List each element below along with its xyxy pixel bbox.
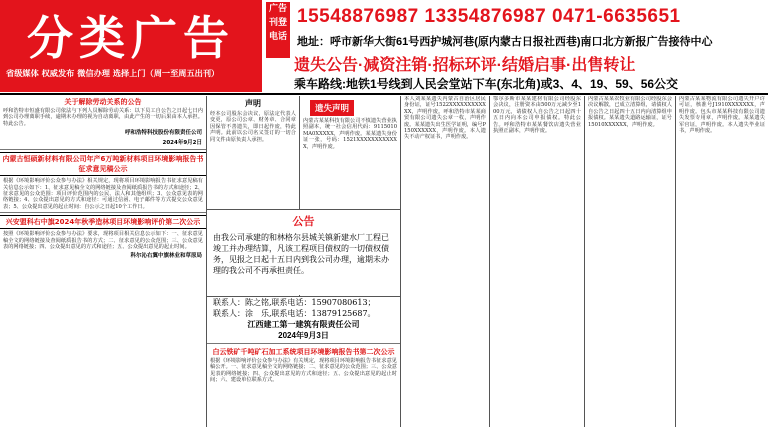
services-banner: 遗失公告·减资注销·招标环评·结婚启事·出售转让 bbox=[294, 57, 636, 74]
contact-line: 联系人：涂 乐,联系电话：13879125687。 bbox=[213, 309, 376, 318]
notice-body: 根据《环境影响评价公众参与办法》相关规定，现将项目环境影响报告书征求意见稿有关信息公示如下：1、征求意见稿全文的网络链接及查阅纸质报告书的方式和途径；2、征求意见的公众范围：项目评价范围内的公民、法人和其他组织；3、公众意见表的网络链接；4、公众提出意见的方式和途径：可通过信函、电子邮件等方式提交公众意见表；5、公众提出意见的起止时间：自公示之日起10个工作日。 bbox=[3, 178, 203, 210]
eia-body: 根据《环境影响评价公众参与办法》有关规定，现将项目环境影响报告书征求意见稿公开。一、征求意见稿全文的网络链接；二、征求意见的公众范围；三、公众意见表的网络链接；四、公众提出意见的方式和途径；五、公众提出意见的起止时间；六、建设单位联系方式。 bbox=[210, 358, 397, 384]
masthead bbox=[0, 0, 262, 92]
classified-text: 内蒙古某某农牧业有限公司经股东会决议解散，已成立清算组，请债权人自公告之日起四十五日内向清算组申报债权。某某遗失道路运输证，证号15010XXXXXX，声明作废。 bbox=[588, 96, 672, 128]
lost-statement-heading: 遗失声明 bbox=[310, 100, 354, 116]
notice-heading: 兴安盟科右中旗2024年秋季造林项目环境影响评价第二次公示 bbox=[0, 215, 206, 229]
column-6 bbox=[585, 96, 676, 427]
divider bbox=[207, 343, 400, 344]
notice-signature: 呼和浩特科技股份有限责任公司 bbox=[124, 130, 202, 137]
notice-body: 呼和浩特市恒盛有限公司依法与下列人员解除劳动关系：以下员工自公告之日起七日内到公司办理离职手续，逾期未办理的视为自动离职，由此产生的一切后果由本人承担。特此公告。 bbox=[3, 108, 203, 127]
lost-statement-body: 内蒙古某某科技有限公司不慎遗失营业执照副本，统一社会信用代码：9115010MA0XXXXX，声明作废。某某遗失身份证一张，号码：1521XXXXXXXXXXXX，声明作废。 bbox=[303, 118, 397, 150]
notice-heading: 内蒙古恒硕新材料有限公司年产6万吨新材料项目环境影响报告书征求意见稿公示 bbox=[0, 152, 206, 176]
eia-heading: 白云铁矿千吨矿石加工系统项目环境影响报告书第二次公示 bbox=[212, 348, 395, 356]
contact-address: 地址：呼市新华大街61号西护城河巷(原内蒙古日报社西巷)南口北方新报广告接待中心 bbox=[297, 36, 713, 48]
statement-body: 经本公司股东会决议，原法定代表人变更，原公司公章、财务章、合同章因保管不善遗失，即日起作废，特此声明。此前以公司名义签订的一切合同文件由原负责人承担。 bbox=[210, 111, 296, 143]
contact-phones: 15548876987 13354876987 0471-6635651 bbox=[297, 6, 681, 27]
notice-body: 按照《环境影响评价公众参与办法》要求，现将项目相关信息公示如下：一、征求意见稿全文的网络链接及查阅纸质报告书的方式；二、征求意见的公众范围；三、公众意见表的网络链接；四、公众提出意见的方式和途径；五、公众提出意见的起止时间。 bbox=[3, 231, 203, 251]
column-5 bbox=[490, 96, 585, 427]
announcement-contacts bbox=[207, 296, 400, 427]
page-title: 分类广告 bbox=[27, 11, 235, 65]
notice-signature: 科尔沁右翼中旗林业和草原局 bbox=[130, 253, 202, 260]
column-7 bbox=[676, 96, 768, 427]
statement-heading: 声明 bbox=[245, 99, 261, 108]
header-divider bbox=[0, 93, 768, 95]
masthead-subtitle: 省级媒体 权威发布 微信办理 选择上门（周一至周五出刊） bbox=[6, 68, 220, 78]
notice-date: 2024年9月2日 bbox=[162, 140, 202, 147]
announcement-body: 由我公司承建的和林格尔县城关镇新建水厂工程已竣工并办理结算，凡该工程项目债权的一切债权债务，见报之日起十五日内到我公司办理，逾期未办理的我公司不再承担责任。 bbox=[213, 233, 389, 275]
bus-route: 乘车路线:地铁1号线到人民会堂站下车(东北角)或3、4、19、59、56公交 bbox=[294, 77, 679, 91]
classified-text: 鄂尔多斯市某某建材有限公司经股东会决议，注册资本由500万元减少至100万元，请债权人自公告之日起四十五日内向本公司申报债权。特此公告。呼和浩特市某某餐饮店遗失营业执照正副本，声明作废。 bbox=[493, 96, 581, 135]
notice-heading: 关于解除劳动关系的公告 bbox=[64, 98, 142, 106]
column-1 bbox=[0, 96, 207, 427]
contact-line: 联系人：陈之铭,联系电话：15907080613； bbox=[213, 298, 376, 307]
divider bbox=[0, 149, 206, 150]
column-4 bbox=[401, 96, 490, 427]
announcement-org: 江西建工第一建筑有限责任公司 bbox=[247, 320, 360, 329]
classified-text: 内蒙古某某物流有限公司遗失开户许可证，核准号J1910XXXXXXX，声明作废。包头市某某科技有限公司遗失发票专用章，声明作废。某某遗失军官证，声明作废。本人遗失毕业证书，声明作废。 bbox=[679, 96, 765, 135]
announcement-heading: 公告 bbox=[292, 216, 315, 228]
announcement-box bbox=[207, 209, 400, 295]
classified-text: 本人刘某某遗失内蒙古自治区居民身份证，证号1522XXXXXXXXXXXX，声明作废。呼和浩特市某某商贸有限公司遗失公章一枚，声明作废。某某遗失出生医学证明，编号P150XXXXXX，声明作废。本人遗失不动产权证书，声明作废。 bbox=[404, 96, 486, 141]
announcement-date: 2024年9月3日 bbox=[278, 331, 329, 340]
ad-phone-tag: 广告刊登电话 bbox=[266, 2, 290, 58]
divider bbox=[0, 212, 206, 213]
